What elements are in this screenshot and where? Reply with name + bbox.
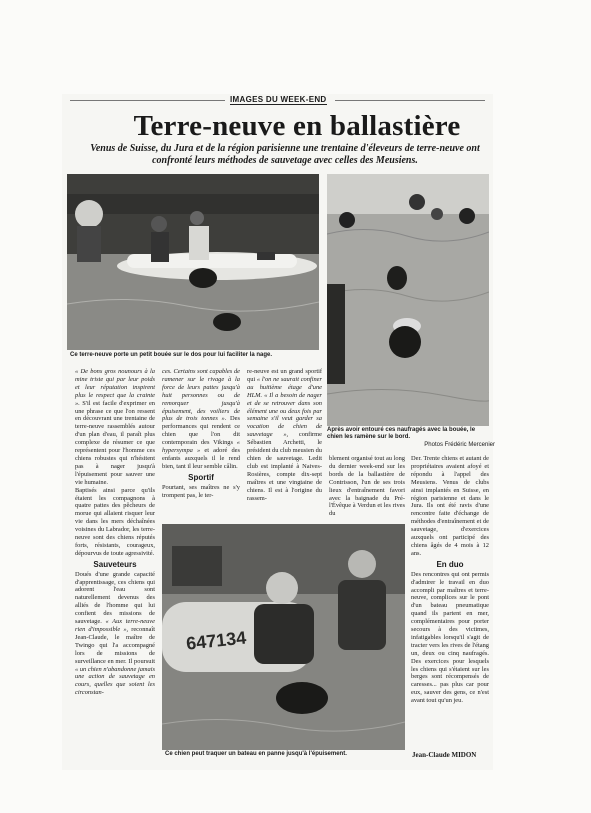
col4-paragraph-1: blement organisé tout au long du dernier week-end sur les bords de la ballastière de Contrisson, l'un de ses trois lieux d'entraînement favori avec la baignade du Pré-l'Évêque à Verdun et les rives du <box>329 455 405 518</box>
opening-quote: « De bons gros nounours à la mine triste qui par leur poids et leur réputation inspirent plus le respect que la crainte ». <box>75 368 155 407</box>
section-kicker: IMAGES DU WEEK-END <box>230 95 327 104</box>
col2-paragraph-2: et adoré des enfants auxquels il le rend bien, tant il leur semble câlin. <box>162 447 240 470</box>
photo-men-boat-image <box>162 524 405 750</box>
text-column-3 <box>247 368 322 502</box>
col1-quote-3: « un chien n'abandonne jamais une action de sauvetage en cours, quelles que soient les circonstan- <box>75 665 155 697</box>
photo-boat-dog-image <box>67 174 319 350</box>
col3-paragraph-2: confirme Sébastien Archetti, le président du club meusien du chien de sauvetage. Ledit club est implanté à Naives-Rosières, compte dix-sept maîtres et une vingtaine de chiens. Il est à l'origine du rassem- <box>247 431 322 502</box>
col3-quote: « l'on ne saurait confiner au huitième étage d'une HLM. « Il a besoin de nager et de se retrouver dans son élément une ou deux fois par semaine s'il veut garder sa vocation de chien de sauvetage », <box>247 375 322 439</box>
article-title: Terre-neuve en ballastière <box>133 110 461 142</box>
col5-paragraph-2: Des rencontres qui ont permis d'admirer le travail en duo accompli par maîtres et terre-neuve, complices sur le pont d'un bateau pneumatique quand ils partent en mer, complémentaires pour porter secours à des victimes, infatigables lorsqu'il s'agit de tracter vers les rives de l'étang un, deux ou cinq naufragés. Des exercices pour lesquels les chiens qui s'étaient sur les berges sont récompensés de caresses... pas plus car pour eux, sauver des gens, ce n'est avant tout qu'un jeu. <box>411 570 489 705</box>
photo-boat-dog <box>67 174 319 350</box>
text-column-2 <box>162 368 240 500</box>
kicker-rule-right <box>335 100 485 101</box>
col1-paragraph-1: S'il est facile d'exprimer en une phrase ce que l'on ressent en découvrant une trentaine de terre-neuve rassemblés autour d'un plan d'eau, il paraît plus complexe de résumer ce que représentent pour l'homme ces chiens robustes qui n'hésitent pas à nager jusqu'à l'épuisement pour sauver une vie humaine. <box>75 399 155 486</box>
boat-registration: 647134 <box>185 627 248 654</box>
col2-paragraph-3: Pourtant, ses maîtres ne s'y trompent pas, le ter- <box>162 483 240 499</box>
col2-paragraph-1: Des performances qui rendent ce chien que l'on dit contemporain des Vikings <box>162 415 240 447</box>
subhead-sauveteurs: Sauveteurs <box>93 559 137 569</box>
kicker-rule-left <box>70 100 225 101</box>
text-column-4 <box>329 455 405 518</box>
photo-credit: Photos Frédéric Mercenier <box>424 442 495 448</box>
subhead-en-duo: En duo <box>436 559 464 569</box>
photo-men-boat-caption: Ce chien peut traquer un bateau en panne jusqu'à l'épuisement. <box>165 751 347 757</box>
col2-quote: ces. Certains sont capables de ramener sur le rivage à la force de leurs pattes jusqu'à huit personnes ou de remorquer jusqu'à épuisement, des voiliers de plus de trois tonnes ». <box>162 368 240 423</box>
col1-paragraph-2: Baptisés ainsi parce qu'ils étaient les compagnons à quatre pattes des pêcheurs de morue qui allaient risquer leur vie dans les mers déchaînées voisines du Labrador, les terre-neuve sont des chiens réputés forts, résistants, courageux, dépourvus de toute agressivité. <box>75 486 155 557</box>
photo-swimmers-dog-caption: Après avoir entouré ces naufragés avec la bouée, le chien les ramène sur le bord. <box>327 427 476 440</box>
photo-boat-dog-caption: Ce terre-neuve porte un petit bouée sur le dos pour lui faciliter la nage. <box>70 352 273 358</box>
author-signature: Jean-Claude MIDON <box>412 751 477 759</box>
col1-quote-2: « Aux terre-neuve rien d'impossible », <box>75 618 155 633</box>
col1-paragraph-4: reconnaît Jean-Claude, le maître de Twingo qui l'a accompagné lors de missions de surveillance en mer. Il poursuit <box>75 626 155 665</box>
text-column-5 <box>411 455 489 705</box>
col1-paragraph-3: Doués d'une grande capacité d'apprentissage, ces chiens qui adorent l'eau sont naturellement devenus des alliés de l'homme qui lui confient des missions de sauvetage. <box>75 570 155 626</box>
col3-paragraph-1: re-neuve est un grand sportif qui <box>247 368 322 383</box>
photo-men-boat <box>162 524 405 750</box>
photo-swimmers-dog <box>327 174 489 426</box>
col2-quote-2: « hypersympa » <box>162 439 240 455</box>
photo-swimmers-dog-image <box>327 174 489 426</box>
text-column-1 <box>75 368 155 697</box>
subhead-sportif: Sportif <box>188 472 214 482</box>
col5-paragraph-1: Der. Trente chiens et autant de propriétaires avaient afoyé et répondu à l'appel des Meusiens. Venus de clubs ainsi implantés en Suisse, en région parisienne et dans le Jura. Ils ont été ravis d'une rencontre faite d'échange de méthodes d'entraînement et de sauvetage, d'exercices auxquels ont participé des chiens âgés de 4 mois à 12 ans. <box>411 455 489 557</box>
article-subtitle: Venus de Suisse, du Jura et de la région parisienne une trentaine d'éleveurs de terre-neuve ont confronté leurs méthodes de sauvetage avec celles des Meusiens. <box>90 143 480 166</box>
